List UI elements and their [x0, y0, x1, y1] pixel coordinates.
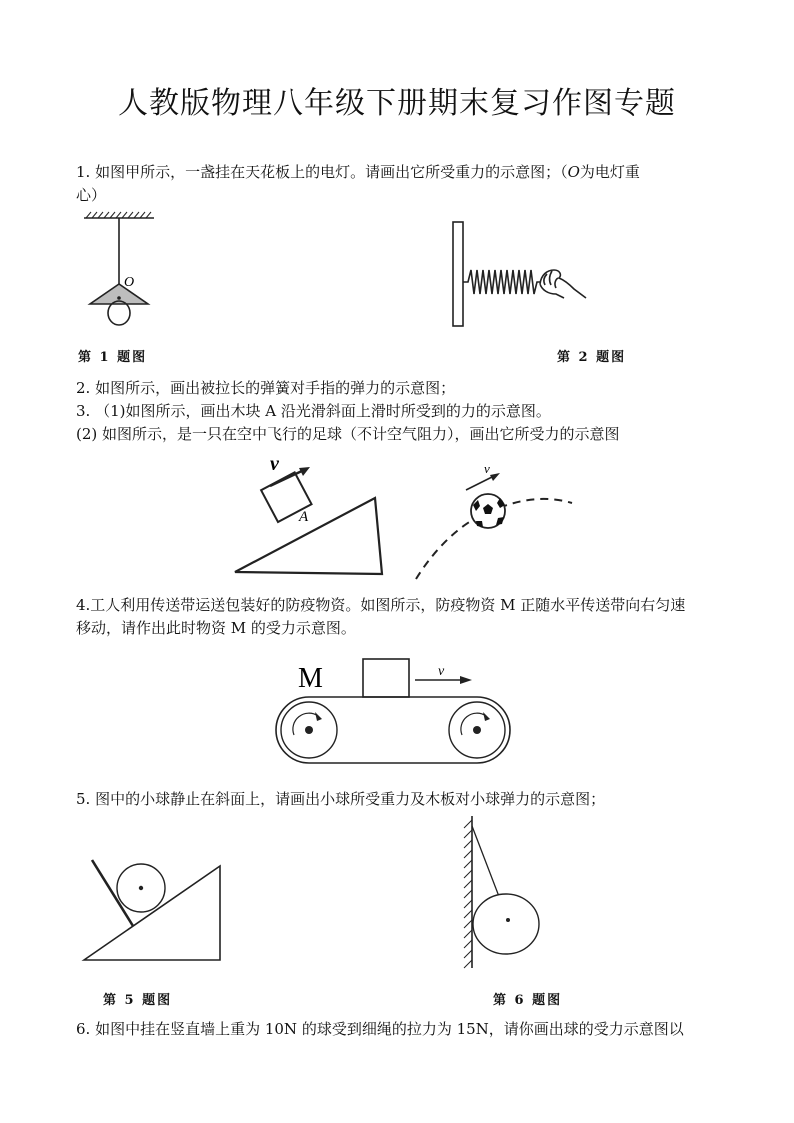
- lamp-center-label: O: [124, 275, 135, 290]
- block-a-label: A: [299, 509, 309, 525]
- right-pulley-axle: [473, 726, 481, 734]
- question-4-line2: 移动，请作出此时物资 M 的受力示意图。: [76, 619, 356, 637]
- belt-velocity-label: v: [438, 664, 445, 679]
- question-1: [76, 161, 640, 183]
- question-1-italic: O: [567, 163, 580, 181]
- football-velocity-label: v: [484, 461, 490, 476]
- question-6: 6. 如图中挂在竖直墙上重为 10N 的球受到细绳的拉力为 15N，请你画出球的受力示意图以: [76, 1020, 684, 1038]
- question-2: 2. 如图所示，画出被拉长的弹簧对手指的弹力的示意图；: [76, 379, 456, 397]
- block-velocity-label: v: [270, 453, 279, 475]
- football-velocity-arrowhead: [490, 473, 500, 481]
- hand-icon: [540, 270, 586, 298]
- left-pulley-axle: [305, 726, 313, 734]
- caption-fig-6: 第 6 题图: [493, 993, 563, 1008]
- figure-4-conveyor: [270, 655, 520, 765]
- cargo-label: M: [298, 663, 323, 694]
- figure-1-lamp: [78, 210, 168, 330]
- belt-velocity-arrowhead: [460, 676, 472, 684]
- hanging-ball-center: [506, 918, 510, 922]
- left-rotation-arrowhead: [315, 712, 322, 721]
- question-5: 5. 图中的小球静止在斜面上，请画出小球所受重力及木板对小球弹力的示意图；: [76, 790, 606, 808]
- question-3-part-1: 3. （1)如图所示，画出木块 A 沿光滑斜面上滑时所受到的力的示意图。: [76, 402, 551, 420]
- question-4: 4.工人利用传送带运送包装好的防疫物资。如图所示，防疫物资 M 正随水平传送带向右匀速: [76, 596, 686, 614]
- question-1-line2: 心）: [76, 186, 107, 204]
- lamp-center-point: [117, 296, 121, 300]
- figure-5-ball-incline: [82, 852, 227, 964]
- figure-3-football: [410, 455, 580, 585]
- spring-coil: [463, 270, 541, 294]
- cargo-box: [363, 659, 409, 697]
- figure-6-hanging-ball: [452, 812, 552, 972]
- question-1-tail: 为电灯重: [579, 163, 640, 181]
- wall-hatch: [464, 820, 472, 968]
- caption-fig-1: 第 1 题图: [78, 350, 148, 365]
- figure-2-spring: [448, 218, 598, 330]
- incline-triangle: [235, 498, 382, 574]
- question-1-text: 1. 如图甲所示，一盏挂在天花板上的电灯。请画出它所受重力的示意图；（: [76, 163, 568, 181]
- caption-fig-5: 第 5 题图: [103, 993, 173, 1008]
- question-3-part-2: (2) 如图所示，是一只在空中飞行的足球（不计空气阻力），画出它所受力的示意图: [76, 425, 620, 443]
- figure-3-incline: [230, 450, 385, 580]
- page-title: 人教版物理八年级下册期末复习作图专题: [118, 86, 676, 121]
- small-ball-center: [139, 886, 143, 890]
- wall-block: [453, 222, 463, 326]
- right-rotation-arrowhead: [483, 712, 490, 721]
- ceiling-hatch: [86, 212, 151, 218]
- caption-fig-2: 第 2 题图: [557, 350, 627, 365]
- hanging-ball: [473, 894, 539, 954]
